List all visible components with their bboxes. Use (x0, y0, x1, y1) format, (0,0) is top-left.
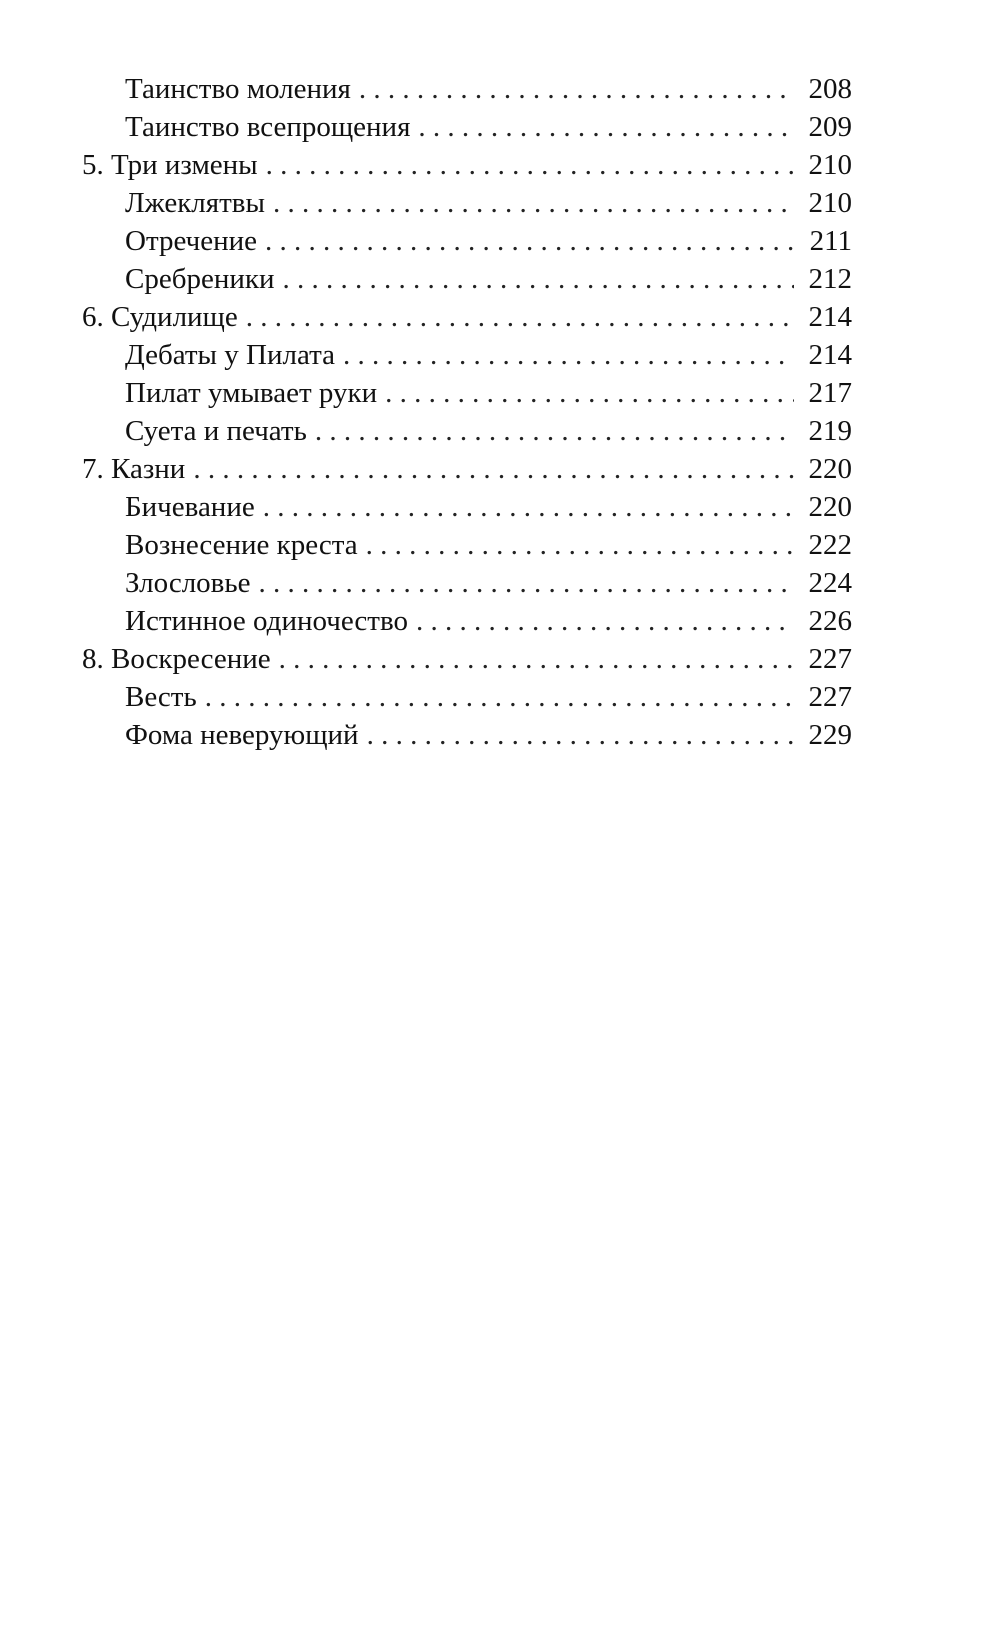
toc-page-number: 227 (808, 643, 852, 675)
toc-page-number: 214 (808, 301, 852, 333)
toc-entry-title: Весть (125, 681, 197, 713)
toc-section-entry (82, 412, 852, 450)
toc-dot-leader (279, 640, 794, 678)
toc-entry-title: 5. Три измены (82, 149, 258, 181)
toc-section-entry (82, 184, 852, 222)
toc-entry-title: Сребреники (125, 263, 275, 295)
toc-dot-leader (205, 678, 794, 716)
toc-entry-title: Дебаты у Пилата (125, 339, 335, 371)
toc-entry-title: 8. Воскресение (82, 643, 271, 675)
toc-entry-title: Лжеклятвы (125, 187, 265, 219)
toc-chapter-entry (82, 146, 852, 184)
toc-entry-title: 7. Казни (82, 453, 186, 485)
toc-chapter-entry (82, 450, 852, 488)
toc-dot-leader (193, 450, 794, 488)
toc-dot-leader (359, 70, 794, 108)
toc-entry-title: Пилат умывает руки (125, 377, 378, 409)
toc-section-entry (82, 678, 852, 716)
toc-dot-leader (258, 564, 794, 602)
toc-chapter-entry (82, 640, 852, 678)
toc-section-entry (82, 70, 852, 108)
toc-page-number: 212 (808, 263, 852, 295)
toc-dot-leader (366, 526, 794, 564)
toc-dot-leader (385, 374, 794, 412)
toc-entry-title: Таинство моления (125, 73, 351, 105)
toc-dot-leader (418, 108, 794, 146)
toc-entry-title: Истинное одиночество (125, 605, 408, 637)
toc-page-number: 219 (808, 415, 852, 447)
toc-page-number: 222 (808, 529, 852, 561)
toc-entry-title: Бичевание (125, 491, 255, 523)
toc-page-number: 208 (808, 73, 852, 105)
toc-page-number: 214 (808, 339, 852, 371)
toc-dot-leader (283, 260, 795, 298)
toc-dot-leader (343, 336, 794, 374)
toc-dot-leader (263, 488, 794, 526)
toc-entry-title: Суета и печать (125, 415, 307, 447)
toc-section-entry (82, 260, 852, 298)
toc-dot-leader (273, 184, 794, 222)
toc-page-number: 217 (808, 377, 852, 409)
toc-page-number: 210 (808, 187, 852, 219)
toc-section-entry (82, 222, 852, 260)
toc-section-entry (82, 716, 852, 754)
toc-dot-leader (266, 146, 794, 184)
toc-section-entry (82, 602, 852, 640)
toc-page-number: 211 (809, 225, 852, 257)
toc-section-entry (82, 526, 852, 564)
toc-section-entry (82, 564, 852, 602)
toc-page-number: 226 (808, 605, 852, 637)
toc-dot-leader (246, 298, 794, 336)
toc-dot-leader (315, 412, 794, 450)
toc-entry-title: Отречение (125, 225, 257, 257)
toc-page-number: 220 (808, 453, 852, 485)
toc-dot-leader (367, 716, 794, 754)
table-of-contents (82, 70, 852, 754)
toc-chapter-entry (82, 298, 852, 336)
toc-entry-title: 6. Судилище (82, 301, 238, 333)
toc-entry-title: Фома неверующий (125, 719, 359, 751)
toc-page-number: 229 (808, 719, 852, 751)
toc-section-entry (82, 336, 852, 374)
toc-section-entry (82, 374, 852, 412)
toc-section-entry (82, 488, 852, 526)
toc-page-number: 210 (808, 149, 852, 181)
toc-section-entry (82, 108, 852, 146)
toc-page-number: 209 (808, 111, 852, 143)
toc-page-number: 224 (808, 567, 852, 599)
toc-dot-leader (416, 602, 794, 640)
toc-entry-title: Злословье (125, 567, 251, 599)
toc-entry-title: Вознесение креста (125, 529, 358, 561)
toc-dot-leader (265, 222, 794, 260)
toc-page-number: 227 (808, 681, 852, 713)
toc-entry-title: Таинство всепрощения (125, 111, 411, 143)
toc-page-number: 220 (808, 491, 852, 523)
